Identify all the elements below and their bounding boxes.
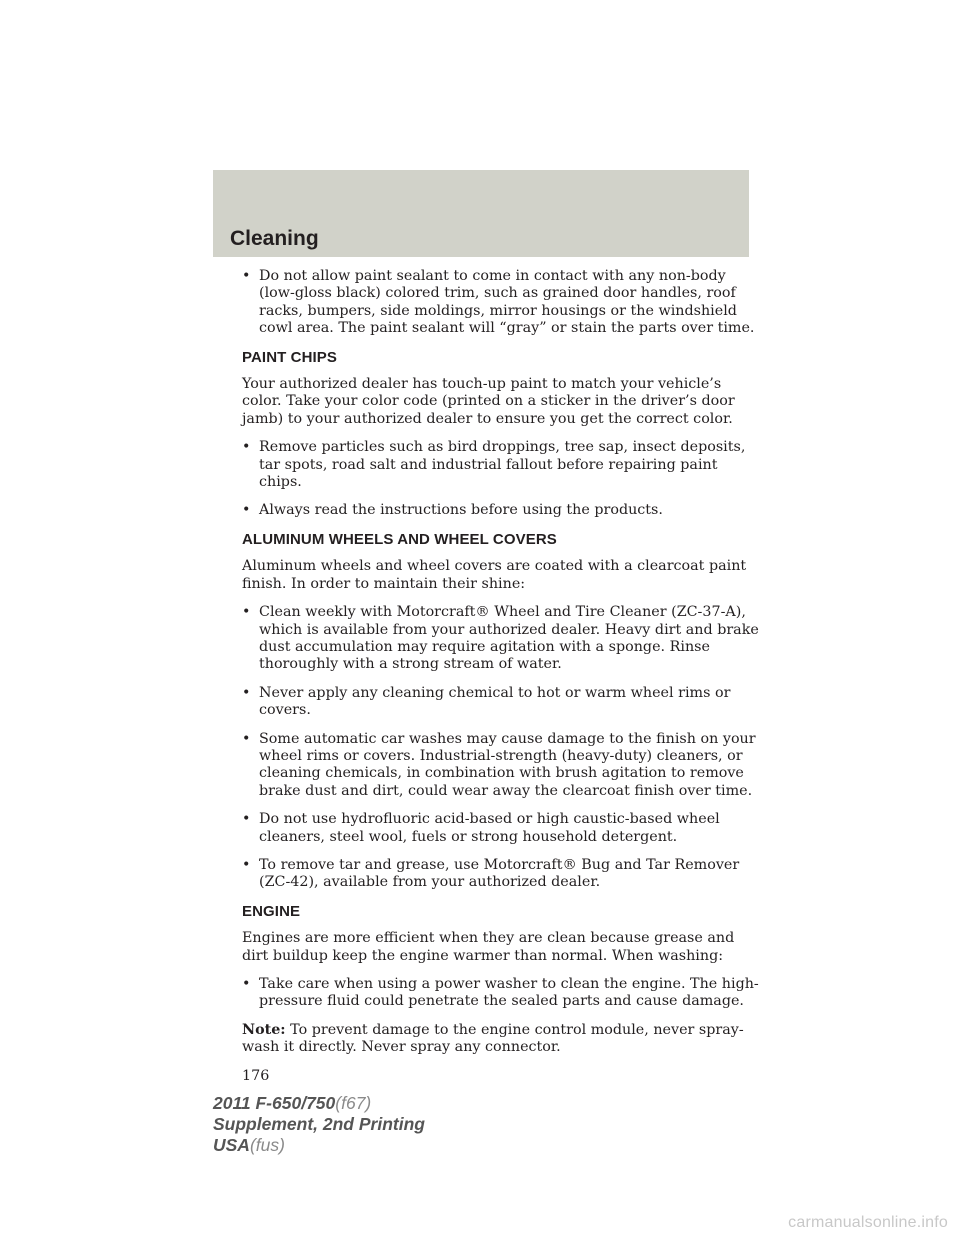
list-item (242, 502, 762, 519)
note-label: Note: (242, 1021, 286, 1038)
section-title: Cleaning (230, 227, 319, 250)
bullet-icon: • (242, 604, 251, 621)
footer-region: USA (213, 1135, 250, 1155)
section-header-band (213, 170, 749, 257)
footer-line-region (213, 1135, 425, 1156)
footer-model-code: (f67) (335, 1093, 372, 1113)
list-item (242, 439, 762, 491)
site-watermark: carmanualsonline.info (788, 1214, 948, 1231)
page-content (242, 268, 762, 1096)
bullet-icon: • (242, 439, 251, 456)
bullet-icon: • (242, 976, 251, 992)
heading-paint-chips: PAINT CHIPS (242, 348, 337, 366)
footer-printing: Supplement, 2nd Printing (213, 1114, 425, 1134)
list-item (242, 857, 762, 892)
heading-aluminum-wheels: ALUMINUM WHEELS AND WHEEL COVERS (242, 530, 557, 548)
bullet-icon: • (242, 811, 251, 828)
footer-line-printing (213, 1114, 425, 1135)
list-item (242, 685, 762, 720)
list-item-text: Always read the instructions before using the products. (259, 502, 663, 519)
list-item-text: Do not allow paint sealant to come in contact with any non-body (low-gloss black) colored trim, such as grained door handles, roof racks, bumpers, side moldings, mirror housings or the windshield cowl area. The paint sealant will “gray” or stain the parts over time. (259, 268, 755, 337)
list-item-text: Never apply any cleaning chemical to hot or warm wheel rims or covers. (259, 684, 731, 719)
bullet-icon: • (242, 730, 251, 747)
page-number: 176 (242, 1067, 270, 1084)
print-footer (213, 1093, 425, 1156)
list-item-text: To remove tar and grease, use Motorcraft® Bug and Tar Remover (ZC-42), available from your authorized dealer. (259, 856, 740, 891)
footer-line-model (213, 1093, 425, 1114)
list-item (242, 731, 762, 801)
footer-region-code: (fus) (249, 1135, 285, 1155)
list-item (242, 976, 762, 1011)
paragraph: Your authorized dealer has touch-up paint to match your vehicle’s color. Take your color code (printed on a sticker in the driver’s door jamb) to your authorized dealer to ensure you get the correct color. (242, 376, 735, 427)
paragraph: Engines are more efficient when they are clean because grease and dirt buildup keep the engine warmer than normal. When washing: (242, 930, 735, 964)
list-item-text: Clean weekly with Motorcraft® Wheel and Tire Cleaner (ZC-37-A), which is available from your authorized dealer. Heavy dirt and brake dust accumulation may require agitation with a sponge. Rinse thoroughly with a strong stream of water. (259, 604, 759, 673)
list-item (242, 268, 762, 338)
list-item (242, 604, 762, 674)
bullet-icon: • (242, 684, 251, 701)
bullet-icon: • (242, 856, 251, 873)
list-item-text: Do not use hydrofluoric acid-based or high caustic-based wheel cleaners, steel wool, fuels or strong household detergent. (259, 811, 720, 845)
footer-model: 2011 F-650/750 (213, 1093, 336, 1113)
note-paragraph (242, 1022, 762, 1057)
note-text: To prevent damage to the engine control module, never spray-wash it directly. Never spray any connector. (242, 1021, 744, 1056)
bullet-icon: • (242, 268, 251, 284)
bullet-icon: • (242, 502, 251, 519)
list-item-text: Some automatic car washes may cause damage to the finish on your wheel rims or covers. Industrial-strength (heavy-duty) cleaners, or cleaning chemicals, in combination with brush agitation to remove brake dust and dirt, could wear away the clearcoat finish over time. (259, 730, 756, 799)
paragraph: Aluminum wheels and wheel covers are coated with a clearcoat paint finish. In order to maintain their shine: (242, 558, 747, 592)
list-item-text: Take care when using a power washer to clean the engine. The high-pressure fluid could penetrate the sealed parts and cause damage. (259, 976, 759, 1010)
heading-engine: ENGINE (242, 902, 301, 920)
list-item (242, 811, 762, 846)
list-item-text: Remove particles such as bird droppings, tree sap, insect deposits, tar spots, road salt and industrial fallout before repairing paint chips. (259, 439, 746, 491)
